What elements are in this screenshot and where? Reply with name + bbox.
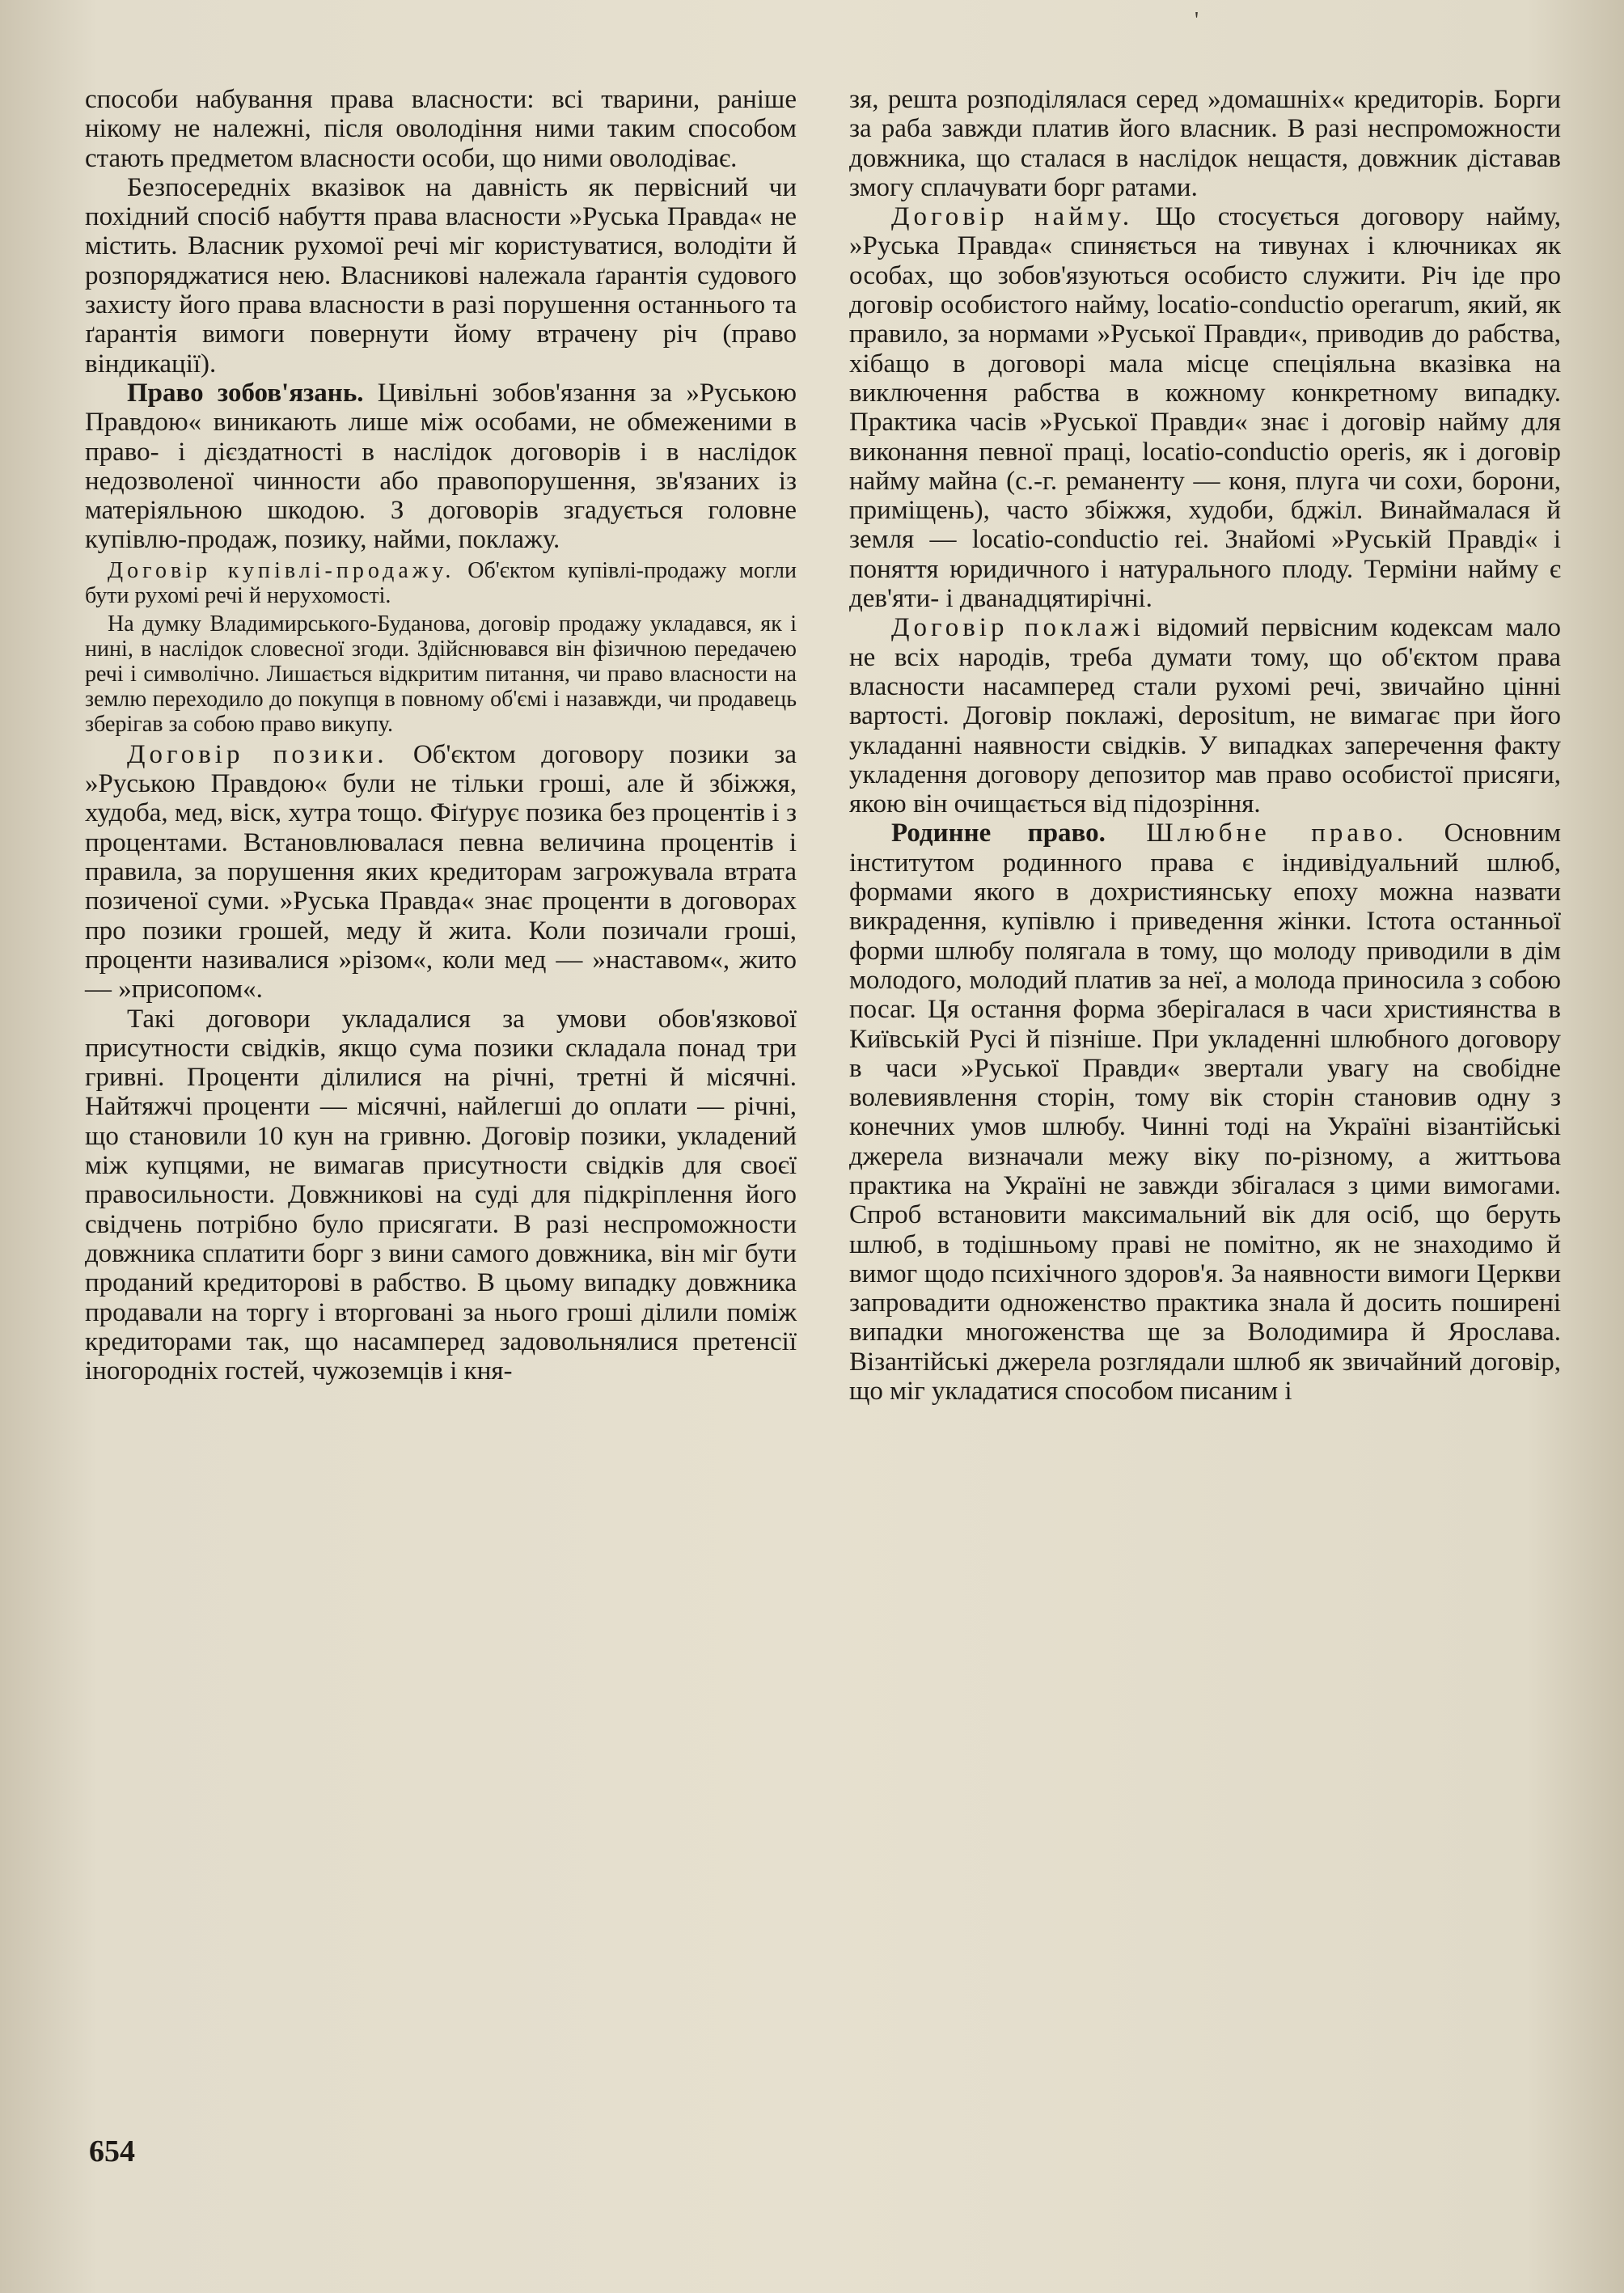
paragraph: зя, решта розподілялася серед »домашніх« кредиторів. Борги за раба завжди платив його власник. В разі неспроможности довжника, що сталася в наслідок нещастя, довжник діставав змогу сплачувати борг ратами. [849,85,1561,202]
subsection-heading: Договір найму. [891,202,1134,232]
paragraph-text: Об'єктом договору позики за »Руською Правдою« були не тільки гроші, але й збіжжя, худоба, мед, віск, хутра тощо. Фіґурує позика без процентів і з процентами. Встановлювалася певна величина процентів і правила, за порушення яких кредиторам загрожувала втрата позиченої суми. »Руська Правда« знає проценти в договорах про позики грошей, меду й жита. Коли позичали гроші, проценти називалися »різом«, коли мед — »наставом«, жито — »присопом«. [85,739,797,1005]
subsection-heading: Договір поклажі [891,613,1145,643]
paragraph-text: Основним інститутом родинного права є індивідуальний шлюб, формами якого в дохристиянську епоху можна назвати викрадення, купівлю і приведення жінки. Істота останньої форми шлюбу полягала в тому, що молоду приводили в дім молодого, молодий платив за неї, а молода приносила з собою посаг. Ця остання форма зберігалася в часи християнства в Київській Русі й пізніше. При укладенні шлюбного договору в часи »Руської Правди« звертали увагу на свобідне волевиявлення сторін, тому вік сторін становив одну з конечних умов шлюбу. Чинні тоді на Україні візантійські джерела визначали межу віку по-різному, а життьова практика на Україні не завжди збігалася з цими вимогами. Спроб встановити максимальний вік для осіб, що беруть шлюб, в тодішньому праві не помітно, як не знаходимо й вимог щодо психічного здоров'я. За наявности вимоги Церкви запровадити одноженство практика знала й досить поширені випадки многоженства ще за Володимира й Ярослава. Візантійські джерела розглядали шлюб як звичайний договір, що міг укладатися способом писаним і [849,819,1561,1407]
paragraph-small [85,558,797,608]
section-heading: Право зобов'язань. [127,378,364,408]
paragraph: Безпосередніх вказівок на давність як первісний чи похідний спосіб набуття права власности »Руська Правда« не містить. Власник рухомої речі міг користуватися, володіти й розпоряджатися нею. Власникові належала ґарантія судового захисту його права власности в разі порушення останнього та ґарантія вимоги повернути йому втрачену річ (право віндикації). [85,172,797,379]
paragraph-text: Цивільні зобов'язання за »Руською Правдою« виникають лише між особами, не обмеженими в право- і дієздатності в наслідок договорів і в наслідок недозволеної чинности або правопорушення, зв'язаних із матеріяльною шкодою. З договорів згадується головне купівлю-продаж, позику, найми, поклажу. [85,378,797,555]
paragraph-text: відомий первісним кодексам мало не всіх народів, треба думати тому, що об'єктом права власности насамперед стали рухомі речі, звичайно цінні вартості. Договір поклажі, depositum, не вимагає при його укладанні наявности свідків. У випадках заперечення факту укладення договору депозитор мав право особистої присяги, якою він очищається від підозріння. [849,613,1562,819]
paragraph-small: На думку Владимирського-Буданова, договір продажу укладався, як і нині, в наслідок словесної згоди. Здійснювався він фізичною передачею речі і символічно. Лишається відкритим питання, чи право власности на землю переходило до покупця в повному об'ємі і назавжди, чи продавець зберігав за собою право викупу. [85,611,797,737]
page-number: 654 [89,2134,135,2168]
paragraph: способи набування права власности: всі тварини, раніше нікому не належні, після оволодіння ними таким способом стають предметом власности особи, що ними оволодіває. [85,85,797,173]
subsection-heading: Шлюбне право. [1105,819,1408,848]
paragraph: Такі договори укладалися за умови обов'язкової присутности свідків, якщо сума позики складала понад три гривні. Проценти ділилися на річні, третні й місячні. Найтяжчі проценти — місячні, найлегші до оплати — річні, що становили 10 кун на гривню. Договір позики, укладений між купцями, не вимагав присутности свідків для своєї правосильности. Довжникові на суді для підкріплення його свідчень потрібно було присягати. В разі неспроможности довжника сплатити борг з вини самого довжника, він міг бути проданий кредиторові в рабство. В цьому випадку довжника продавали на торгу і вторговані за нього гроші ділили поміж кредиторами так, що насамперед задовольнялися претенсії іногородніх гостей, чужоземців і кня- [85,1004,797,1386]
right-column [849,85,1561,1406]
paragraph [849,819,1561,1406]
subsection-heading: Договір позики. [127,739,388,769]
subsection-heading: Договір купівлі-продажу. [108,557,455,583]
paragraph-text: Що стосується договору найму, »Руська Правда« спиняється на тивунах і ключниках як особах, що зобов'язуються особисто служити. Річ іде про договір особистого найму, locatio-conductio operarum, який, як правило, за нормами »Руської Правди«, приводив до рабства, хібащо в договорі мала місце спеціяльна вказівка на виключення рабства в кожному конкретному випадку. Практика часів »Руської Правди« знає і договір найму для виконання певної праці, locatio-conductio operis, як і договір найму майна (с.-г. реманенту — коня, плуга чи сохи, борони, приміщень), часто збіжжя, худоби, бджіл. Винаймалася й земля — locatio-conductio rei. Знайомі »Руській Правді« і поняття юридичного і натурального плоду. Терміни найму є дев'яти- і дванадцятирічні. [849,202,1561,614]
paragraph [849,202,1561,613]
paragraph [85,740,797,1005]
left-column [85,85,797,1386]
top-mark: ' [1195,8,1199,33]
paragraph-text: Об'єктом купівлі-продажу могли бути рухомі речі й нерухомості. [85,557,797,608]
section-heading: Родинне право. [891,819,1106,848]
paragraph [85,379,797,555]
paragraph [849,613,1561,819]
